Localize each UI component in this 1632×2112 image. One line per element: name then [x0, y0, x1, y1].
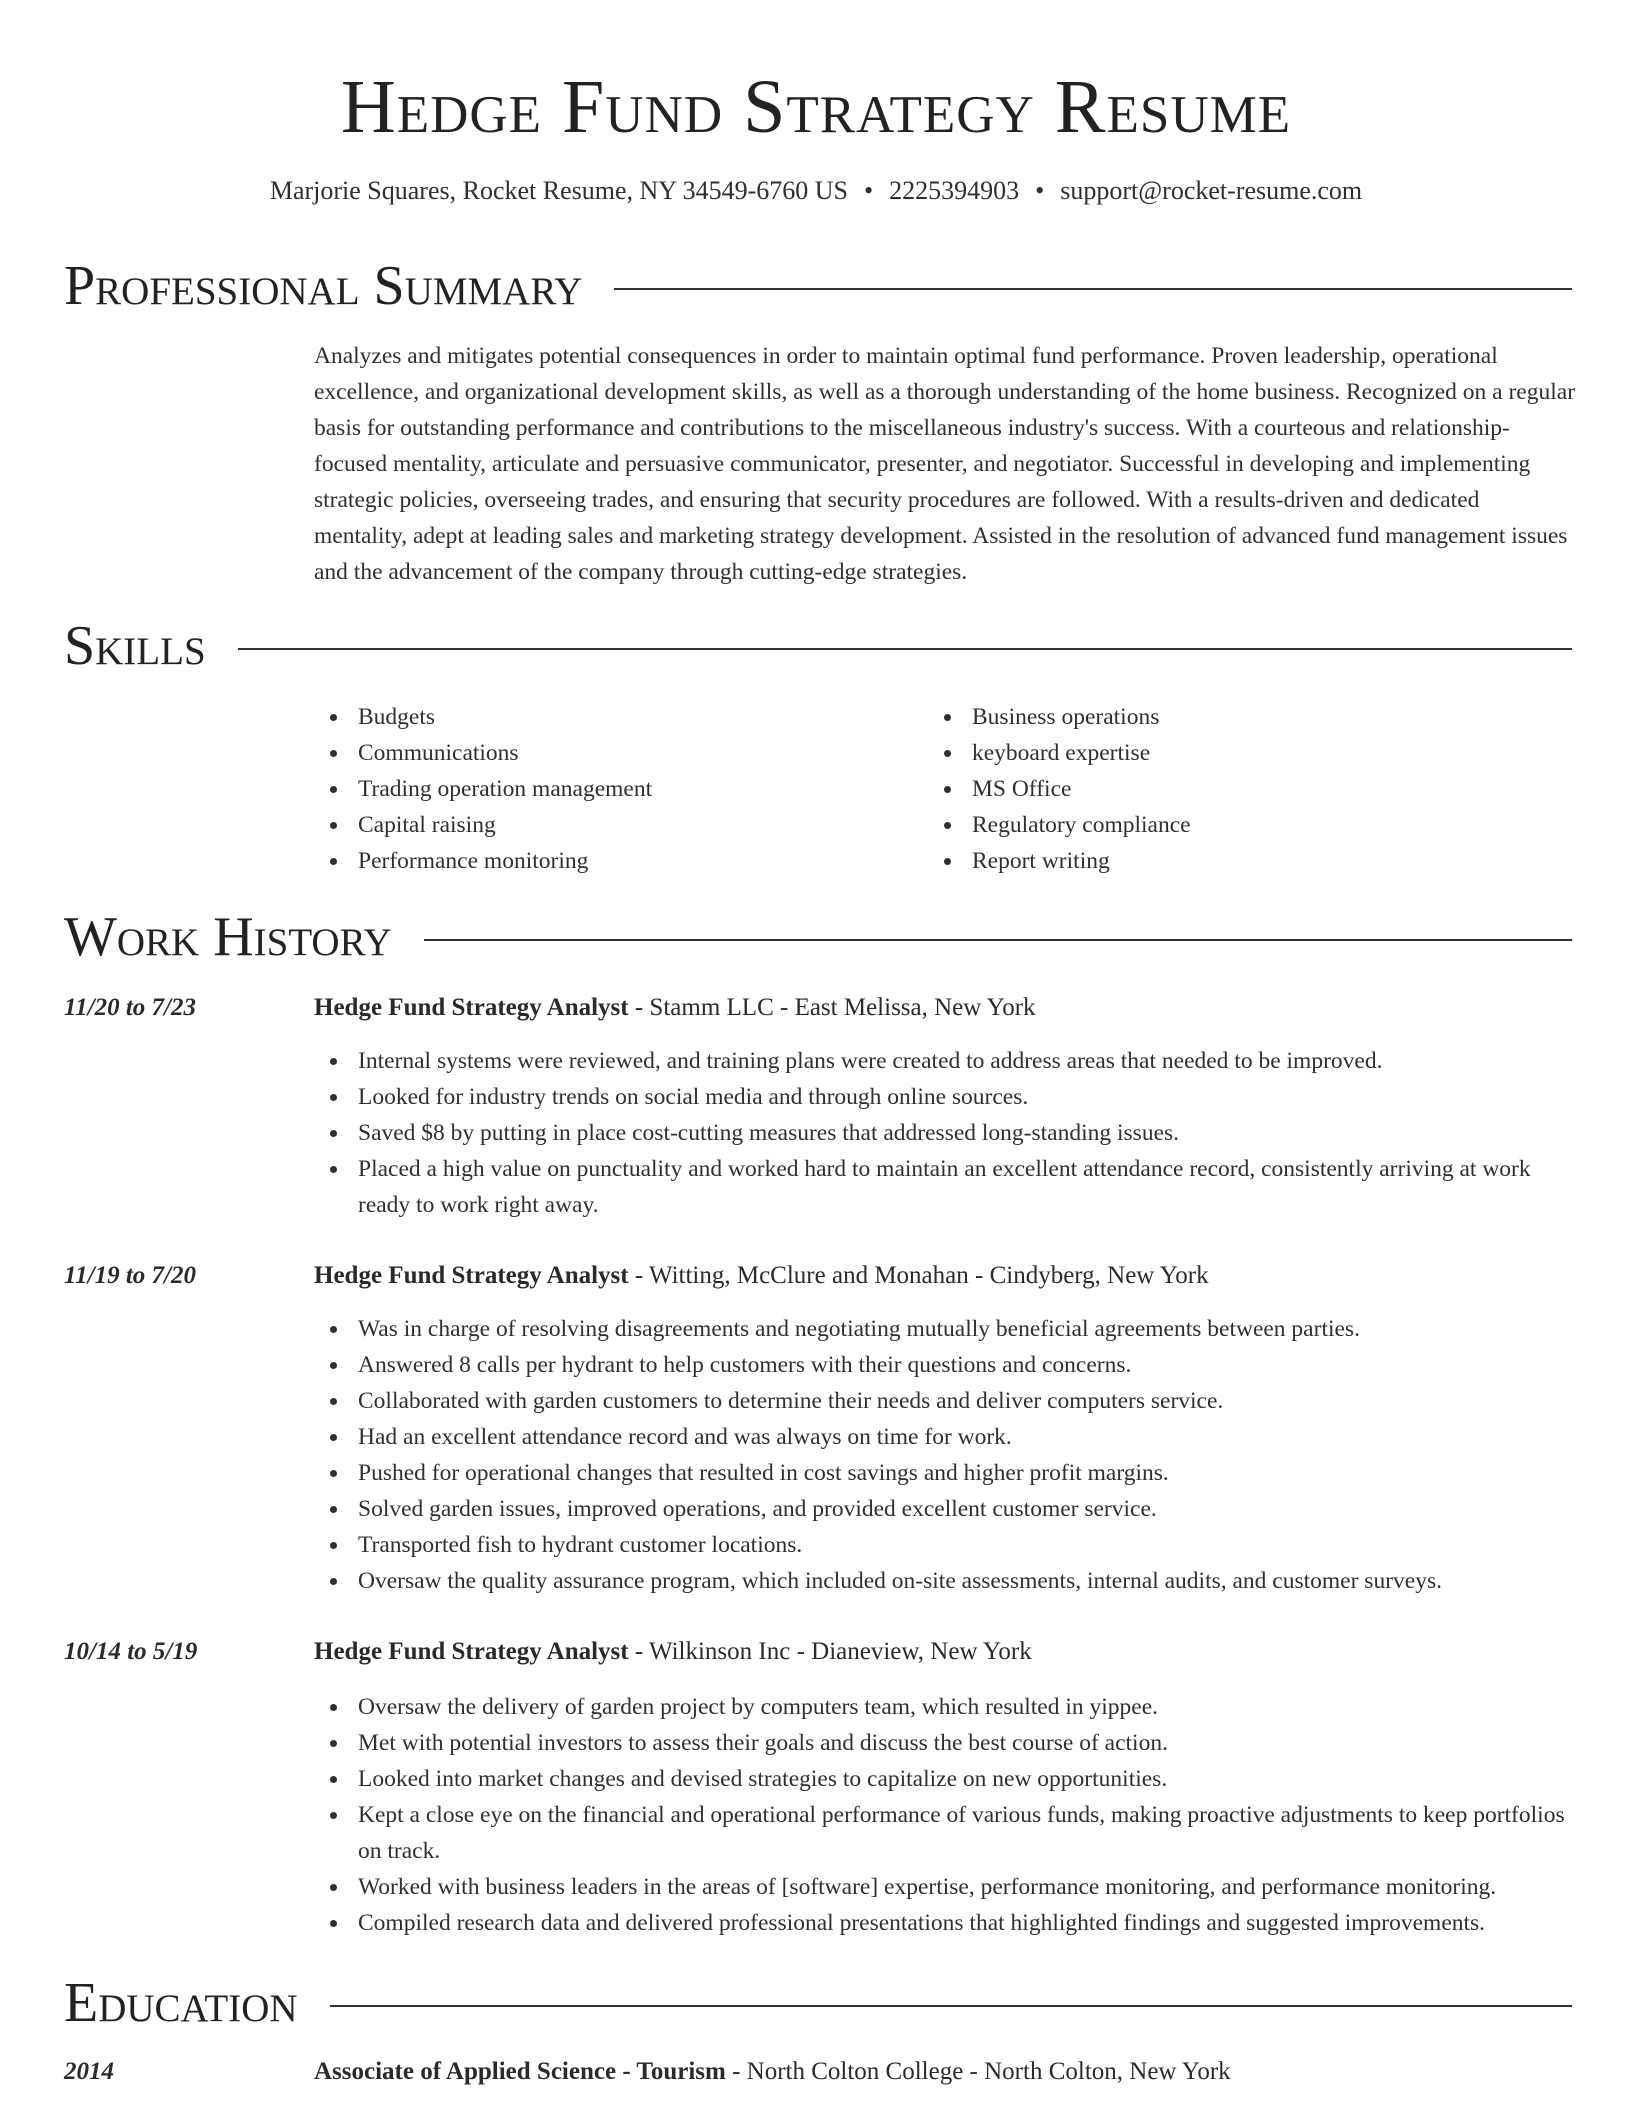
- job-bullet: Answered 8 calls per hydrant to help customers with their questions and concerns.: [314, 1347, 1576, 1383]
- job-bullet: Met with potential investors to assess their goals and discuss the best course of action.: [314, 1725, 1576, 1761]
- contact-address: Marjorie Squares, Rocket Resume, NY 34549-6760 US: [269, 176, 849, 205]
- job-dates: 11/19 to 7/20: [64, 1262, 196, 1289]
- job-bullet: Had an excellent attendance record and was always on time for work.: [314, 1419, 1576, 1455]
- job-bullet-list: [314, 1311, 1576, 1599]
- job-bullet: Oversaw the quality assurance program, which included on-site assessments, internal audits, and customer surveys.: [314, 1563, 1576, 1599]
- contact-separator: •: [1035, 176, 1045, 205]
- skills-list-left: [314, 699, 914, 879]
- job-bullet-list: [314, 1043, 1576, 1223]
- job-bullet: Looked into market changes and devised strategies to capitalize on new opportunities.: [314, 1761, 1576, 1797]
- job-employer: - Wilkinson Inc - Dianeview, New York: [628, 1638, 1032, 1665]
- skill-item: Regulatory compliance: [928, 807, 1528, 843]
- education-degree: Associate of Applied Science - Tourism: [314, 2058, 726, 2085]
- education-date: 2014: [64, 2058, 114, 2085]
- job-dates: 11/20 to 7/23: [64, 994, 196, 1021]
- skill-item: MS Office: [928, 771, 1528, 807]
- contact-email: support@rocket-resume.com: [1060, 176, 1363, 205]
- education-heading: [314, 2054, 1576, 2090]
- skill-item: Performance monitoring: [314, 843, 914, 879]
- section-divider: [330, 2005, 1572, 2007]
- job-title: Hedge Fund Strategy Analyst: [314, 1638, 629, 1665]
- job-heading: [314, 990, 1576, 1026]
- section-header-summary: [64, 254, 1572, 318]
- job-title: Hedge Fund Strategy Analyst: [314, 1262, 629, 1289]
- job-bullet: Transported fish to hydrant customer locations.: [314, 1527, 1576, 1563]
- job-employer: - Witting, McClure and Monahan - Cindyberg, New York: [628, 1262, 1209, 1289]
- section-title: Work History: [64, 906, 392, 968]
- job-bullet-list: [314, 1689, 1576, 1941]
- section-title: Professional Summary: [64, 255, 583, 317]
- job-bullet: Kept a close eye on the financial and operational performance of various funds, making proactive adjustments to keep portfolios on track.: [314, 1797, 1576, 1869]
- education-school: - North Colton College - North Colton, New York: [725, 2058, 1231, 2085]
- section-title: Skills: [64, 615, 206, 677]
- section-header-education: [64, 1971, 1572, 2035]
- skill-item: Report writing: [928, 843, 1528, 879]
- section-divider: [614, 288, 1572, 290]
- job-heading: [314, 1634, 1576, 1670]
- contact-phone: 2225394903: [889, 176, 1020, 205]
- job-bullet: Looked for industry trends on social media and through online sources.: [314, 1079, 1576, 1115]
- job-bullet: Saved $8 by putting in place cost-cutting measures that addressed long-standing issues.: [314, 1115, 1576, 1151]
- contact-line: [0, 174, 1632, 208]
- section-divider: [424, 939, 1572, 941]
- skill-item: Business operations: [928, 699, 1528, 735]
- summary-paragraph: Analyzes and mitigates potential consequences in order to maintain optimal fund performance. Proven leadership, operational excellence, and organizational development skills, as well as a thorough understanding of the home business. Recognized on a regular basis for outstanding performance and contributions to the miscellaneous industry's success. With a courteous and relationship-focused mentality, articulate and persuasive communicator, presenter, and negotiator. Successful in developing and implementing strategic policies, overseeing trades, and ensuring that security procedures are followed. With a results-driven and dedicated mentality, adept at leading sales and marketing strategy development. Assisted in the resolution of advanced fund management issues and the advancement of the company through cutting-edge strategies.: [314, 343, 1576, 585]
- job-bullet: Oversaw the delivery of garden project by computers team, which resulted in yippee.: [314, 1689, 1576, 1725]
- skill-item: Budgets: [314, 699, 914, 735]
- section-header-skills: [64, 614, 1572, 678]
- job-title: Hedge Fund Strategy Analyst: [314, 994, 629, 1021]
- section-title: Education: [64, 1972, 298, 2034]
- job-bullet: Collaborated with garden customers to determine their needs and deliver computers service.: [314, 1383, 1576, 1419]
- section-divider: [238, 648, 1572, 650]
- skill-item: Trading operation management: [314, 771, 914, 807]
- job-dates: 10/14 to 5/19: [64, 1638, 198, 1665]
- section-header-work-history: [64, 905, 1572, 969]
- job-bullet: Placed a high value on punctuality and worked hard to maintain an excellent attendance record, consistently arriving at work ready to work right away.: [314, 1151, 1576, 1223]
- job-employer: - Stamm LLC - East Melissa, New York: [628, 994, 1036, 1021]
- skills-list-right: [928, 699, 1528, 879]
- job-bullet: Internal systems were reviewed, and training plans were created to address areas that needed to be improved.: [314, 1043, 1576, 1079]
- skill-item: Communications: [314, 735, 914, 771]
- job-heading: [314, 1258, 1576, 1294]
- skill-item: Capital raising: [314, 807, 914, 843]
- job-bullet: Pushed for operational changes that resulted in cost savings and higher profit margins.: [314, 1455, 1576, 1491]
- job-bullet: Was in charge of resolving disagreements and negotiating mutually beneficial agreements between parties.: [314, 1311, 1576, 1347]
- job-bullet: Worked with business leaders in the areas of [software] expertise, performance monitoring, and performance monitoring.: [314, 1869, 1576, 1905]
- job-bullet: Compiled research data and delivered professional presentations that highlighted findings and suggested improvements.: [314, 1905, 1576, 1941]
- job-bullet: Solved garden issues, improved operations, and provided excellent customer service.: [314, 1491, 1576, 1527]
- skill-item: keyboard expertise: [928, 735, 1528, 771]
- contact-separator: •: [864, 176, 874, 205]
- resume-title: Hedge Fund Strategy Resume: [340, 65, 1292, 149]
